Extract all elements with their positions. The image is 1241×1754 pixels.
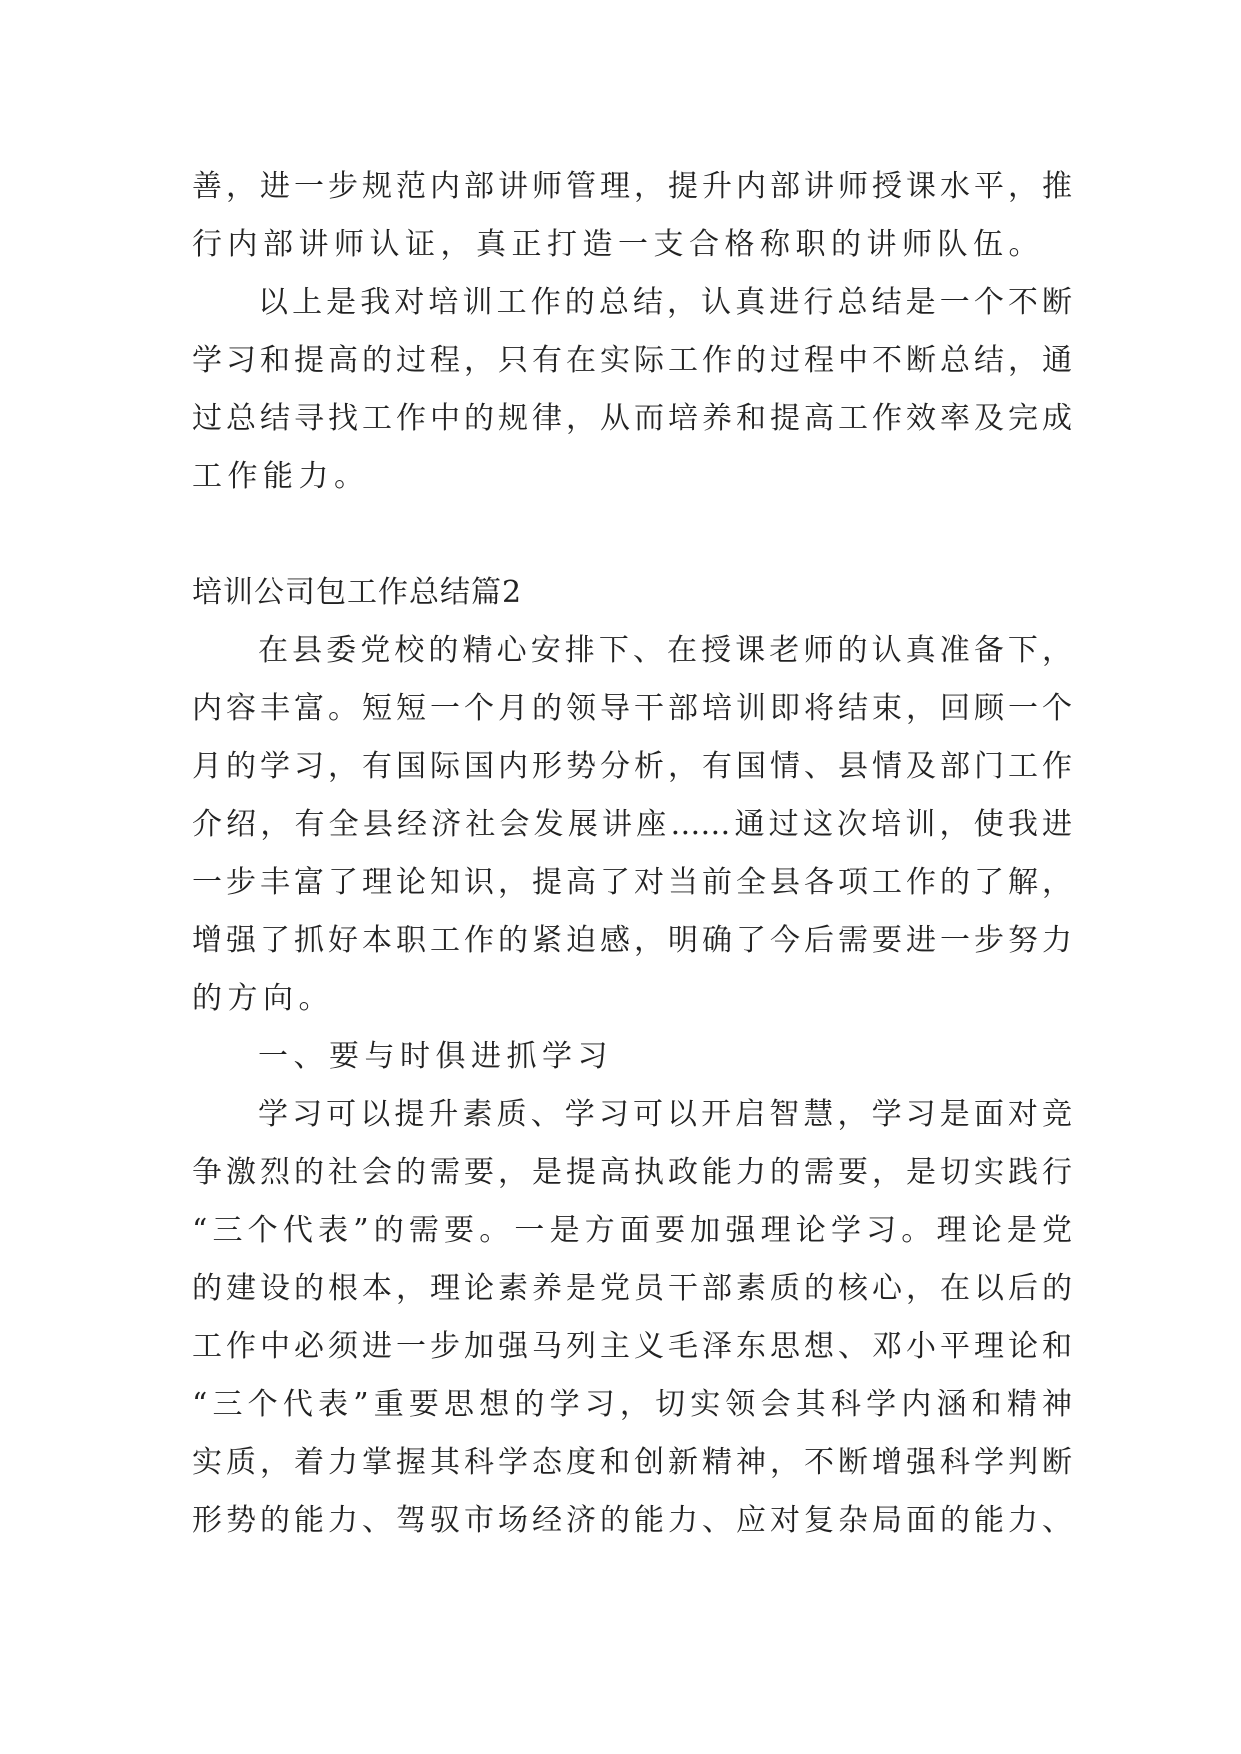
paragraph-1 (192, 158, 1072, 274)
document-body (192, 158, 1072, 1550)
text-line: 学习可以提升素质、学习可以开启智慧，学习是面对竞 (258, 1097, 1072, 1132)
text-line: 的方向。 (192, 981, 334, 1016)
text-line: “三个代表”重要思想的学习，切实领会其科学内涵和精神 (192, 1387, 1072, 1422)
text-line: “三个代表”的需要。一是方面要加强理论学习。理论是党 (192, 1213, 1072, 1248)
text-line: 介绍，有全县经济社会发展讲座……通过这次培训，使我进 (192, 807, 1072, 842)
text-line: 工作能力。 (192, 459, 370, 494)
text-line: 过总结寻找工作中的规律，从而培养和提高工作效率及完成 (192, 401, 1072, 436)
paragraph-4 (192, 1086, 1072, 1550)
paragraph-2 (192, 274, 1072, 506)
text-line: 以上是我对培训工作的总结，认真进行总结是一个不断 (258, 285, 1072, 320)
subsection-heading: 一、要与时俱进抓学习 (258, 1039, 613, 1074)
text-line: 在县委党校的精心安排下、在授课老师的认真准备下， (258, 633, 1072, 668)
text-line: 善，进一步规范内部讲师管理，提升内部讲师授课水平，推 (192, 169, 1072, 204)
text-line: 月的学习，有国际国内形势分析，有国情、县情及部门工作 (192, 749, 1072, 784)
paragraph-3 (192, 622, 1072, 1028)
text-line: 增强了抓好本职工作的紧迫感，明确了今后需要进一步努力 (192, 923, 1072, 958)
paragraph-spacer (192, 506, 1072, 564)
text-line: 争激烈的社会的需要，是提高执政能力的需要，是切实践行 (192, 1155, 1072, 1190)
text-line: 一步丰富了理论知识，提高了对当前全县各项工作的了解， (192, 865, 1072, 900)
text-line: 实质，着力掌握其科学态度和创新精神，不断增强科学判断 (192, 1445, 1072, 1480)
text-line: 形势的能力、驾驭市场经济的能力、应对复杂局面的能力、 (192, 1503, 1072, 1538)
text-line: 行内部讲师认证，真正打造一支合格称职的讲师队伍。 (192, 227, 1044, 262)
text-line: 内容丰富。短短一个月的领导干部培训即将结束，回顾一个 (192, 691, 1072, 726)
text-line: 工作中必须进一步加强马列主义毛泽东思想、邓小平理论和 (192, 1329, 1072, 1364)
text-line: 学习和提高的过程，只有在实际工作的过程中不断总结，通 (192, 343, 1072, 378)
section-title: 培训公司包工作总结篇2 (192, 575, 523, 610)
text-line: 的建设的根本，理论素养是党员干部素质的核心，在以后的 (192, 1271, 1072, 1306)
